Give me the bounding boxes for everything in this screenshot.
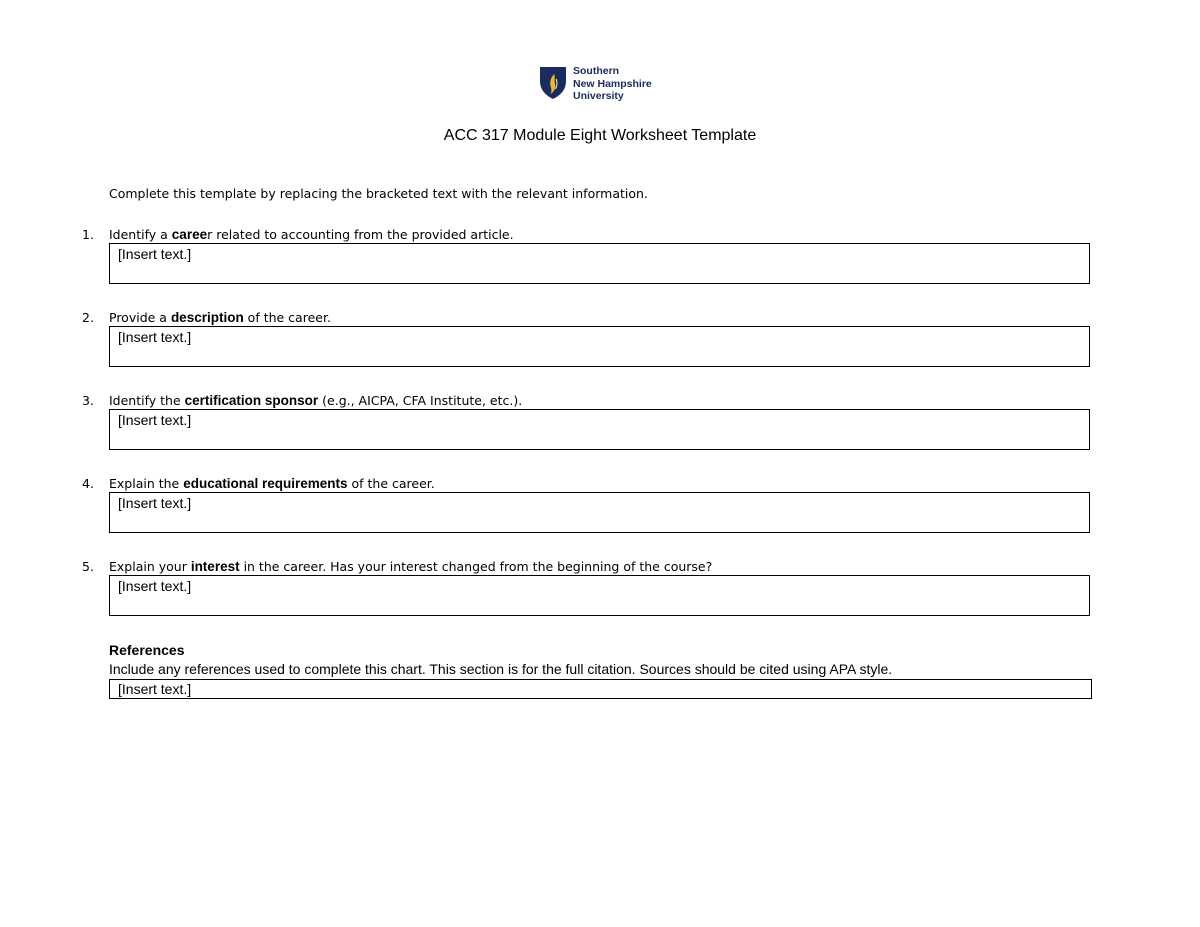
question-1 [82,226,1092,284]
references-description: Include any references used to complete this chart. This section is for the full citation. Sources should be cited using APA style. [109,661,893,677]
references-section [109,641,1092,699]
question-number: 4. [82,476,94,491]
question-number: 2. [82,310,94,325]
question-prompt [82,475,1092,492]
logo-wordmark [573,65,652,103]
logo-line: Southern [573,65,620,77]
prompt-keyword: caree [171,227,208,242]
document-title: ACC 317 Module Eight Worksheet Template [443,127,757,144]
prompt-text: Provide a [109,310,171,325]
question-prompt [82,309,1092,326]
prompt-text: of the career. [347,476,435,491]
logo-line: University [573,90,624,102]
prompt-text: Explain your [109,559,191,574]
answer-field-5[interactable]: [Insert text.] [109,575,1090,616]
prompt-text: in the career. Has your interest changed from the beginning of the course? [239,559,713,574]
shield-flame-icon [539,66,567,100]
instructions-text: Complete this template by replacing the bracketed text with the relevant information. [109,186,648,201]
references-field[interactable]: [Insert text.] [109,679,1092,699]
prompt-text: Identify the [109,393,185,408]
question-number: 5. [82,559,94,574]
answer-field-1[interactable]: [Insert text.] [109,243,1090,284]
question-prompt [82,558,1092,575]
question-2 [82,309,1092,367]
prompt-text: (e.g., AICPA, CFA Institute, etc.). [318,393,523,408]
logo-line: New Hampshire [573,77,652,90]
answer-field-2[interactable]: [Insert text.] [109,326,1090,367]
prompt-keyword: description [170,310,244,325]
prompt-keyword: certification sponsor [184,393,319,408]
question-3 [82,392,1092,450]
prompt-text: Identify a [109,227,172,242]
question-prompt [82,392,1092,409]
question-5 [82,558,1092,616]
question-number: 3. [82,393,94,408]
prompt-keyword: interest [190,559,240,574]
prompt-text: Explain the [109,476,184,491]
answer-field-4[interactable]: [Insert text.] [109,492,1090,533]
prompt-text: r related to accounting from the provided article. [207,227,514,242]
prompt-text: of the career. [243,310,331,325]
question-prompt [82,226,1092,243]
question-number: 1. [82,227,94,242]
prompt-keyword: educational requirements [183,476,348,491]
university-logo [539,66,669,102]
answer-field-3[interactable]: [Insert text.] [109,409,1090,450]
question-4 [82,475,1092,533]
references-heading: References [109,642,185,658]
